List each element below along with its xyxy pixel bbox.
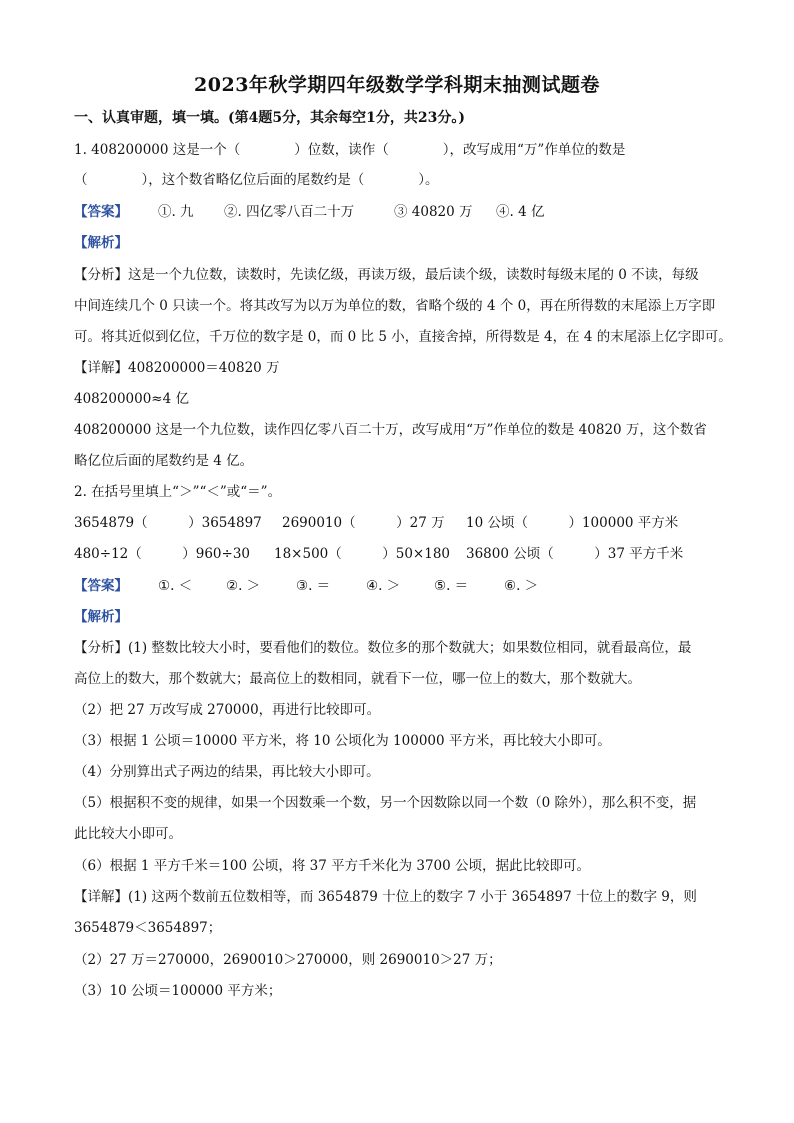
q1-fenxi-line-3: 可。将其近似到亿位，千万位的数字是 0，而 0 比 5 小，直接舍掉，所得数是 4，在 4 的末尾添上亿字即可。 (74, 329, 732, 345)
q2-answer-3: ③. ＝ (296, 578, 331, 594)
q2-answer-1: ①. ＜ (158, 578, 193, 594)
answer-tag: 【答案】 (74, 204, 128, 220)
q2-answer-row (74, 576, 539, 596)
q1-answer-4: ④. 4 亿 (496, 204, 545, 220)
q2-item-6: 36800 公顷（ ）37 平方千米 (466, 546, 684, 562)
q2-line-10: 3654879＜3654897； (74, 920, 222, 936)
q1-answer-row (74, 202, 545, 222)
q2-line-11: （2）27 万＝270000，2690010＞270000，则 2690010＞27 万； (74, 952, 502, 968)
q1-analysis-tag: 【解析】 (74, 235, 128, 251)
q2-item-4: 480÷12（ ）960÷30 (74, 546, 251, 562)
q1-fenxi-line-2: 中间连续几个 0 只读一个。将其改写为以万为单位的数，省略个级的 4 个 0，再在所得数的末尾添上万字即 (74, 298, 716, 314)
q2-item-1: 3654879（ ）3654897 (74, 515, 262, 531)
q2-stem: 2. 在括号里填上“＞”“＜”或“＝”。 (74, 484, 282, 500)
q2-line-7: 此比较大小即可。 (74, 826, 182, 842)
q2-line-8: （6）根据 1 平方千米＝100 公顷，将 37 平方千米化为 3700 公顷，据此比较即可。 (74, 858, 591, 874)
q2-answer-6: ⑥. ＞ (504, 578, 539, 594)
q2-answer-5: ⑤. ＝ (434, 578, 469, 594)
q1-answer-3: ③ 40820 万 (394, 204, 473, 220)
q2-line-4: （3）根据 1 公顷＝10000 平方米，将 10 公顷化为 100000 平方米，再比较大小即可。 (74, 733, 611, 749)
q1-answer-2: ②. 四亿零八百二十万 (224, 204, 355, 220)
q2-line-3: （2）把 27 万改写成 270000，再进行比较即可。 (74, 702, 381, 718)
q1-fenxi-line-1: 【分析】这是一个九位数，读数时，先读亿级，再读万级，最后读个级，读数时每级末尾的 0 不读，每级 (74, 267, 699, 283)
q2-line-5: （4）分别算出式子两边的结果，再比较大小即可。 (74, 764, 380, 780)
q1-detail-line-2: 408200000≈4 亿 (74, 391, 189, 407)
q2-item-3: 10 公顷（ ）100000 平方米 (466, 515, 679, 531)
q1-stem-line-1: 1. 408200000 这是一个（ ）位数，读作（ ），改写成用“万”作单位的数是 (74, 142, 626, 158)
q1-detail-line-3: 408200000 这是一个九位数，读作四亿零八百二十万，改写成用“万”作单位的数是 40820 万，这个数省 (74, 422, 707, 438)
q1-answer-1: ①. 九 (158, 204, 194, 220)
q2-answer-4: ④. ＞ (366, 578, 401, 594)
q2-line-9: 【详解】(1) 这两个数前五位数相等，而 3654879 十位上的数字 7 小于 3654897 十位上的数字 9，则 (74, 889, 697, 905)
answer-tag: 【答案】 (74, 578, 128, 594)
q2-answer-2: ②. ＞ (226, 578, 261, 594)
q2-analysis-tag: 【解析】 (74, 609, 128, 625)
q2-item-5: 18×500（ ）50×180 (274, 546, 451, 562)
q2-line-1: 【分析】(1) 整数比较大小时，要看他们的数位。数位多的那个数就大；如果数位相同，就看最高位，最 (74, 640, 692, 656)
q2-line-2: 高位上的数大，那个数就大；最高位上的数相同，就看下一位，哪一位上的数大，那个数就大。 (74, 671, 641, 687)
q1-detail-line-4: 略亿位后面的尾数约是 4 亿。 (74, 453, 254, 469)
q2-line-6: （5）根据积不变的规律，如果一个因数乘一个数，另一个因数除以同一个数（0 除外），那么积不变，据 (74, 795, 697, 811)
page-title: 2023年秋学期四年级数学学科期末抽测试题卷 (194, 74, 600, 96)
section-heading: 一、认真审题，填一填。(第4题5分，其余每空1分，共23分。) (74, 110, 465, 126)
q2-line-12: （3）10 公顷＝100000 平方米； (74, 983, 282, 999)
q2-item-2: 2690010（ ）27 万 (282, 515, 445, 531)
q1-detail-line-1: 【详解】408200000＝40820 万 (74, 360, 280, 376)
q1-stem-line-2: （ ），这个数省略亿位后面的尾数约是（ ）。 (74, 172, 439, 188)
